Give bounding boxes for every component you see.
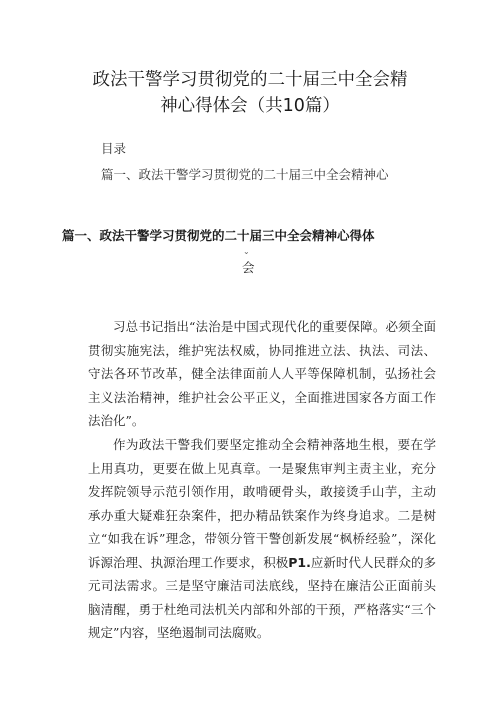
chevron-down-icon: ⌄	[243, 247, 250, 256]
body-paragraph-2	[88, 433, 436, 645]
toc-label: 目录	[101, 141, 127, 156]
section-heading-continuation: 会	[242, 260, 255, 275]
paragraph2-bold-fragment: P1.	[288, 554, 311, 570]
section-heading: 篇一、政法干警学习贯彻党的二十届三中全会精神心得体	[62, 228, 375, 243]
paragraph2-text-a: 作为政法干警我们要坚定推动全会精神落地生根，要在学上用真功，更要在做上见真章。一是聚焦审判主责主业，充分发挥院领导示范引领作用，敢啃硬骨头，敢接烫手山芋，主动承办重大疑难狂杂案件，把办精品铁案作为终身追求。二是树立“如我在诉”理念，带领分管干警创新发展“枫桥经验”，深化诉源治理、执源治理工作要求，积极	[88, 437, 436, 570]
paragraph2-text-b: 应新时代人民群众的多元司法需求。三是坚守廉洁司法底线，坚持在廉洁公正面前头脑清醒，勇于杜绝司法机关内部和外部的干预，严格落实“三个规定”内容，坚绝遏制司法腐败。	[88, 554, 436, 640]
toc-item-1[interactable]: 篇一、政法干警学习贯彻党的二十届三中全会精神心	[101, 167, 389, 182]
document-title-line2: 神心得体会（共10篇）	[160, 96, 340, 116]
document-title-line1: 政法干警学习贯彻党的二十届三中全会精	[92, 70, 408, 90]
body-paragraph-1: 习总书记指出“法治是中国式现代化的重要保障。必须全面贯彻实施宪法，维护宪法权威，协同推进立法、执法、司法、守法各环节改革，健全法律面前人人平等保障机制，弘扬社会主义法治精神，维护社会公平正义，全面推进国家各方面工作法治化”。	[88, 319, 436, 428]
